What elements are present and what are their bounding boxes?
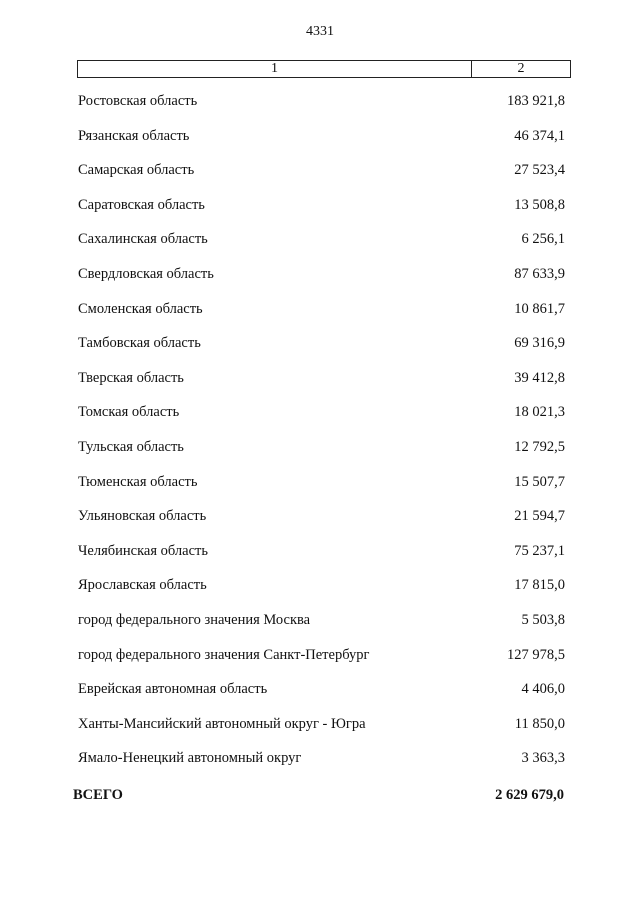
total-row	[0, 784, 640, 808]
region-value: 46 374,1	[514, 127, 565, 144]
region-name: Челябинская область	[78, 542, 208, 559]
page-number: 4331	[306, 24, 334, 39]
region-name: Тюменская область	[78, 473, 198, 490]
region-value: 6 256,1	[521, 231, 565, 248]
region-name: Рязанская область	[78, 127, 190, 144]
region-value: 4 406,0	[521, 681, 565, 698]
table-row	[0, 609, 640, 644]
region-value: 69 316,9	[514, 335, 565, 352]
region-value: 18 021,3	[514, 404, 565, 421]
table-row	[0, 401, 640, 436]
table-row	[0, 228, 640, 263]
column-header-1: 1	[78, 61, 472, 77]
region-value: 5 503,8	[521, 611, 565, 628]
table-row	[0, 90, 640, 125]
table-header	[77, 60, 571, 78]
table-row	[0, 159, 640, 194]
table-row	[0, 263, 640, 298]
column-header-2: 2	[517, 61, 525, 76]
table-body	[0, 90, 640, 782]
region-name: Самарская область	[78, 162, 195, 179]
region-value: 13 508,8	[514, 196, 565, 213]
region-value: 10 861,7	[514, 300, 565, 317]
region-value: 27 523,4	[514, 162, 565, 179]
table-row	[0, 713, 640, 748]
region-value: 15 507,7	[514, 473, 565, 490]
region-name: Ханты-Мансийский автономный округ - Югра	[78, 715, 366, 732]
region-name: город федерального значения Санкт-Петербург	[78, 646, 370, 663]
table-row	[0, 747, 640, 782]
region-name: Свердловская область	[78, 265, 214, 282]
table-row	[0, 678, 640, 713]
table-row	[0, 540, 640, 575]
region-name: Тульская область	[78, 438, 184, 455]
region-value: 183 921,8	[507, 93, 565, 109]
region-name: Ямало-Ненецкий автономный округ	[78, 750, 302, 767]
region-name: Томская область	[78, 404, 180, 421]
region-value: 11 850,0	[514, 715, 565, 732]
region-value: 75 237,1	[514, 542, 565, 559]
table-row	[0, 574, 640, 609]
region-value: 3 363,3	[521, 750, 565, 767]
total-value: 2 629 679,0	[495, 787, 564, 803]
table-row	[0, 505, 640, 540]
table-row	[0, 332, 640, 367]
region-name: Смоленская область	[78, 300, 203, 317]
region-name: Саратовская область	[78, 196, 205, 213]
region-name: Тамбовская область	[78, 335, 201, 352]
region-value: 21 594,7	[514, 508, 565, 525]
region-value: 12 792,5	[514, 438, 565, 455]
region-name: Ульяновская область	[78, 508, 207, 525]
table-row	[0, 367, 640, 402]
table-row	[0, 644, 640, 679]
table-row	[0, 194, 640, 229]
region-name: Ярославская область	[78, 577, 207, 594]
region-value: 87 633,9	[514, 265, 565, 282]
table-row	[0, 298, 640, 333]
region-value: 127 978,5	[507, 646, 565, 663]
region-value: 39 412,8	[514, 369, 565, 386]
table-row	[0, 471, 640, 506]
region-name: Сахалинская область	[78, 231, 208, 248]
table-row	[0, 125, 640, 160]
total-label: ВСЕГО	[73, 787, 123, 803]
region-name: город федерального значения Москва	[78, 611, 311, 628]
region-name: Ростовская область	[78, 93, 198, 109]
region-name: Тверская область	[78, 369, 184, 386]
region-name: Еврейская автономная область	[78, 681, 268, 698]
region-value: 17 815,0	[514, 577, 565, 594]
table-row	[0, 436, 640, 471]
